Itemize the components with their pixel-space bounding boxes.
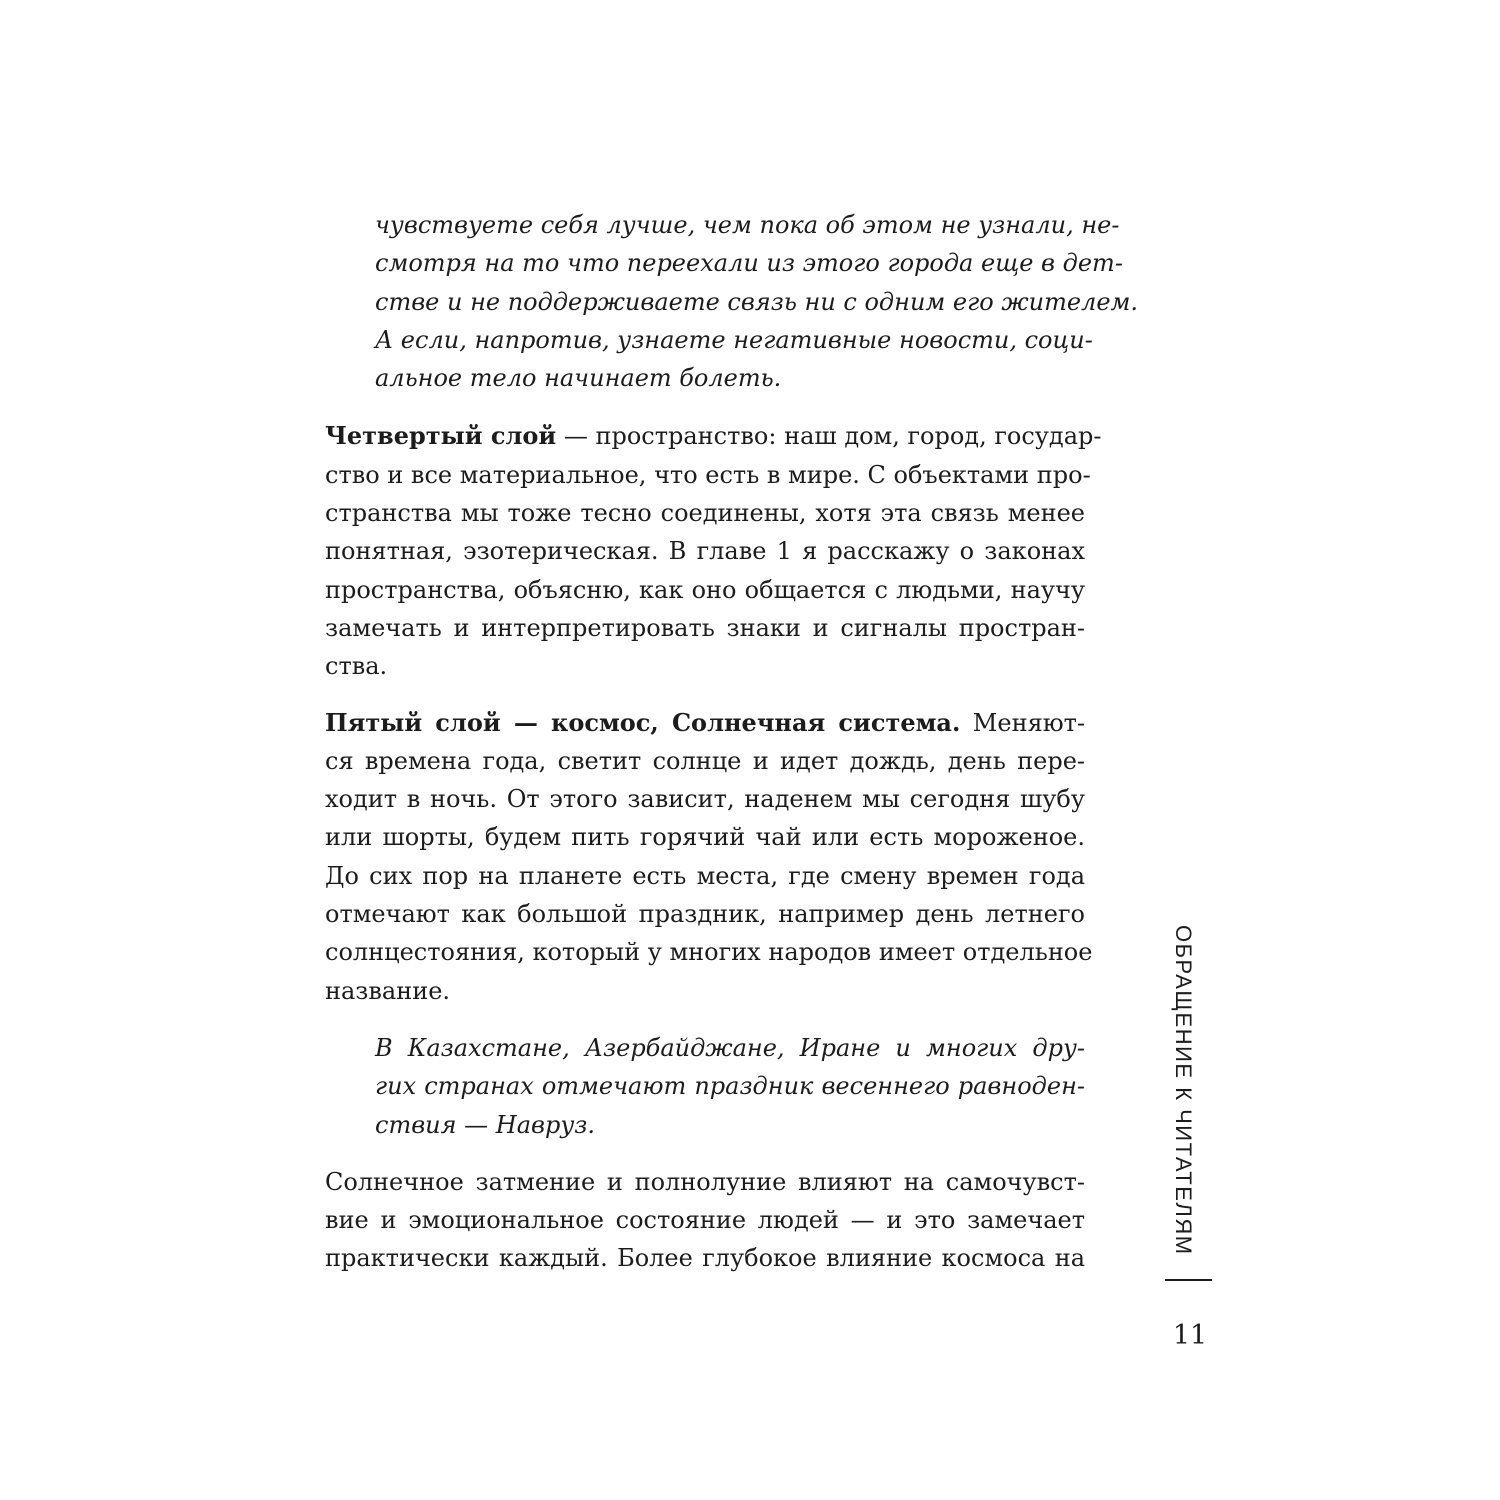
quote-line: ствия — Навруз. bbox=[375, 1110, 595, 1139]
quote-line: гих странах отмечают праздник весеннего равноден- bbox=[375, 1072, 1085, 1101]
paragraph-line: или шорты, будем пить горячий чай или есть мороженое. bbox=[325, 823, 1085, 852]
paragraph-line: понятная, эзотерическая. В главе 1 я расскажу о законах bbox=[325, 537, 1085, 566]
paragraph-line: практически каждый. Более глубокое влияние космоса на bbox=[325, 1244, 1085, 1273]
paragraph-line: замечать и интерпретировать знаки и сигналы простран- bbox=[325, 613, 1085, 642]
quote-line: стве и не поддерживаете связь ни с одним его жителем. bbox=[375, 287, 1139, 316]
page-number-rule bbox=[1165, 1279, 1212, 1281]
lead-rest: — пространство: наш дом, город, государ- bbox=[556, 422, 1102, 451]
paragraph-line: Солнечное затмение и полнолуние влияют на самочувст- bbox=[325, 1167, 1085, 1196]
quote-line: А если, напротив, узнаете негативные новости, соци- bbox=[375, 325, 1093, 354]
paragraph-line: вие и эмоциональное состояние людей — и это замечает bbox=[325, 1206, 1085, 1235]
quote-line: чувствуете себя лучше, чем пока об этом не узнали, не- bbox=[375, 211, 1120, 239]
running-head bbox=[1163, 925, 1203, 1256]
paragraph-fifth-layer bbox=[325, 704, 1093, 1010]
paragraph-eclipse bbox=[325, 1163, 1085, 1278]
quote-line: альное тело начинает болеть. bbox=[375, 364, 782, 393]
bold-lead: Пятый слой — космос, Солнечная система. bbox=[325, 707, 961, 737]
quote-line: смотря на то что переехали из этого города еще в дет- bbox=[375, 249, 1123, 278]
paragraph-line: ство и все материальное, что есть в мире. С объектами про- bbox=[325, 460, 1091, 489]
body-text bbox=[325, 206, 1139, 1278]
paragraph-line: название. bbox=[325, 976, 451, 1005]
paragraph-line: пространства, объясню, как оно общается с людьми, научу bbox=[325, 575, 1085, 604]
lead-rest: Меняют- bbox=[960, 708, 1085, 737]
page-number: 11 bbox=[1172, 1320, 1208, 1351]
paragraph-line bbox=[325, 704, 1085, 742]
paragraph-line: ся времена года, светит солнце и идет дождь, день пере- bbox=[325, 746, 1085, 775]
paragraph-line: солнцестояния, который у многих народов имеет отдельное bbox=[325, 938, 1093, 967]
quote-block-1 bbox=[325, 206, 1139, 397]
paragraph-line bbox=[325, 417, 1102, 455]
paragraph-fourth-layer bbox=[325, 417, 1102, 685]
paragraph-line: отмечают как большой праздник, например день летнего bbox=[325, 900, 1085, 929]
paragraph-line: До сих пор на планете есть места, где смену времен года bbox=[325, 861, 1085, 890]
paragraph-line: ходит в ночь. От этого зависит, наденем мы сегодня шубу bbox=[325, 785, 1085, 814]
quote-line: В Казахстане, Азербайджане, Иране и многих дру- bbox=[375, 1033, 1085, 1062]
paragraph-line: странства мы тоже тесно соединены, хотя эта связь менее bbox=[325, 499, 1085, 528]
paragraph-line: ства. bbox=[325, 652, 388, 681]
bold-lead: Четвертый слой bbox=[325, 421, 557, 451]
running-head-label: ОБРАЩЕНИЕ К ЧИТАТЕЛЯМ bbox=[1171, 925, 1196, 1256]
quote-block-2 bbox=[325, 1029, 1085, 1144]
